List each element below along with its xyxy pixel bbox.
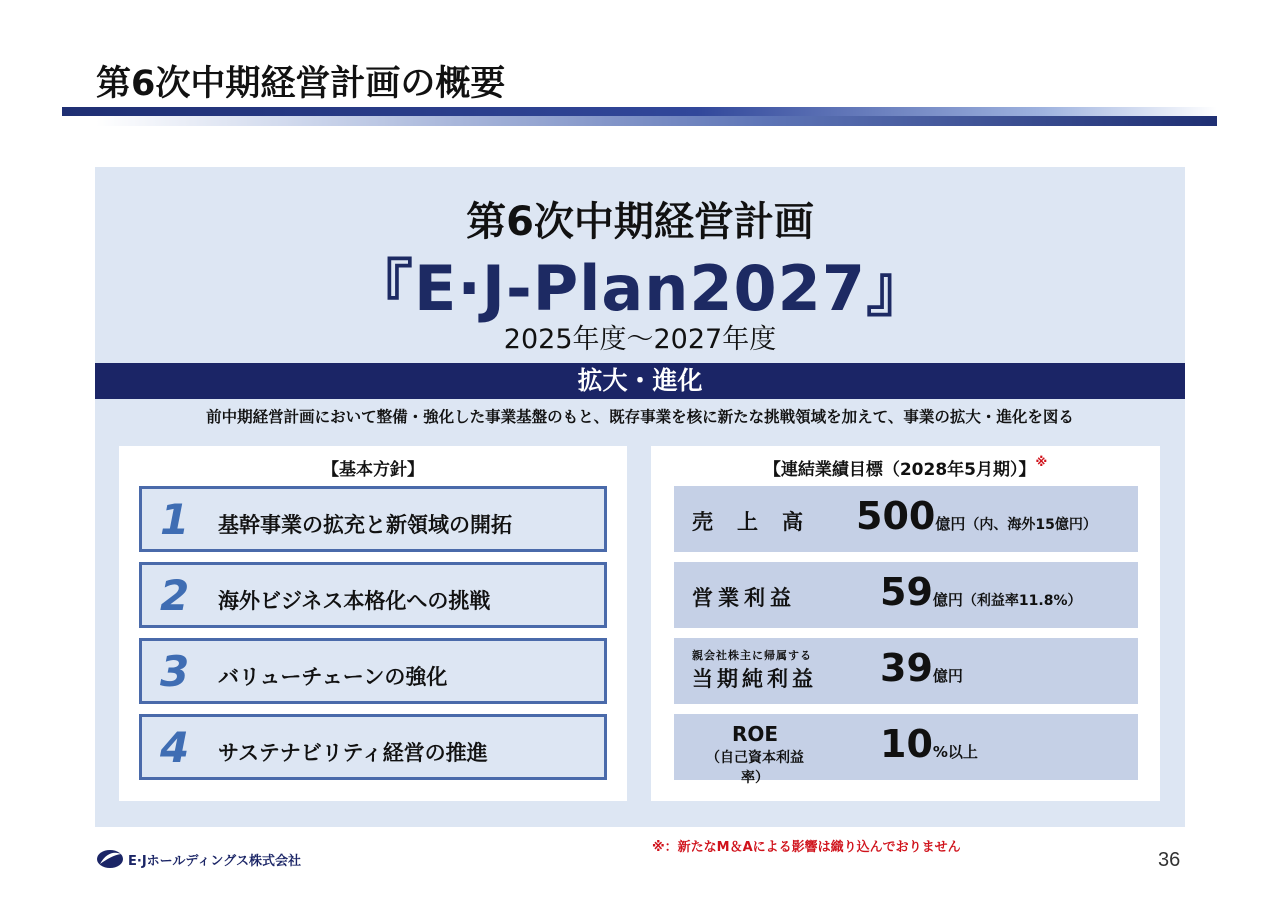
plan-name: 第6次中期経営計画 (466, 199, 814, 245)
plan-period: 2025年度～2027年度 (503, 324, 777, 355)
kpi-number: 39 (880, 646, 933, 690)
policy-number: 4 (160, 723, 190, 772)
kpi-sales (674, 486, 1138, 552)
targets-card (651, 446, 1160, 801)
kpi-roe (674, 714, 1138, 786)
policy-text: バリューチェーンの強化 (218, 665, 448, 689)
policy-text: 海外ビジネス本格化への挑戦 (218, 589, 491, 613)
page-title: 第6次中期経営計画の概要 (96, 64, 506, 104)
kpi-value (880, 646, 963, 690)
policy-item (139, 714, 607, 780)
kpi-note: （内、海外15億円） (965, 517, 1097, 533)
targets-heading-mark: ※ (1035, 455, 1048, 469)
policy-item (139, 638, 607, 704)
kpi-value (880, 722, 978, 766)
kpi-number: 10 (880, 722, 933, 766)
policies-heading: 【基本方針】 (322, 460, 424, 480)
policy-item (139, 562, 607, 628)
kpi-value (880, 570, 1081, 614)
policy-number: 2 (160, 571, 190, 620)
kpi-label: 当期純利益 (692, 667, 817, 691)
kpi-value (856, 494, 1097, 538)
company-name: E·Jホールディングス株式会社 (128, 853, 301, 869)
policy-item (139, 486, 607, 552)
policies-card (119, 446, 627, 801)
kpi-number: 59 (880, 570, 933, 614)
kpi-operating-profit (674, 562, 1138, 628)
page-number: 36 (1158, 849, 1181, 871)
targets-heading (651, 455, 1160, 480)
kpi-unit: 億円 (935, 515, 966, 533)
company-logo (96, 849, 301, 869)
title-underline (62, 107, 1217, 127)
theme-description: 前中期経営計画において整備・強化した事業基盤のもと、既存事業を核に新たな挑戦領域を加えて、事業の拡大・進化を図る (206, 408, 1074, 426)
kpi-unit: 億円 (932, 591, 963, 609)
kpi-number: 500 (856, 494, 936, 538)
kpi-unit: 億円 (932, 667, 963, 685)
policy-text: 基幹事業の拡充と新領域の開拓 (218, 513, 512, 537)
kpi-label-sub: （自己資本利益率） (706, 750, 804, 786)
plan-code: 『E·J-Plan2027』 (351, 252, 929, 325)
kpi-roe-label (696, 722, 814, 787)
kpi-label-small: 親会社株主に帰属する (692, 649, 812, 662)
policy-number: 3 (160, 647, 190, 696)
policy-number: 1 (160, 495, 190, 544)
kpi-net-income (674, 638, 1138, 704)
plan-panel (95, 167, 1185, 827)
policy-text: サステナビリティ経営の推進 (218, 741, 488, 765)
kpi-label: ROE (731, 722, 779, 746)
targets-heading-text: 【連結業績目標（2028年5月期）】 (763, 460, 1036, 480)
kpi-label: 売上高 (692, 510, 827, 534)
company-logo-icon (96, 849, 124, 869)
kpi-unit: %以上 (932, 743, 978, 761)
footnote: ※：新たなM＆Aによる影響は織り込んでおりません (652, 840, 961, 855)
kpi-note: （利益率11.8%） (962, 593, 1082, 609)
kpi-label: 営業利益 (692, 586, 796, 610)
theme-band: 拡大・進化 (95, 363, 1185, 399)
